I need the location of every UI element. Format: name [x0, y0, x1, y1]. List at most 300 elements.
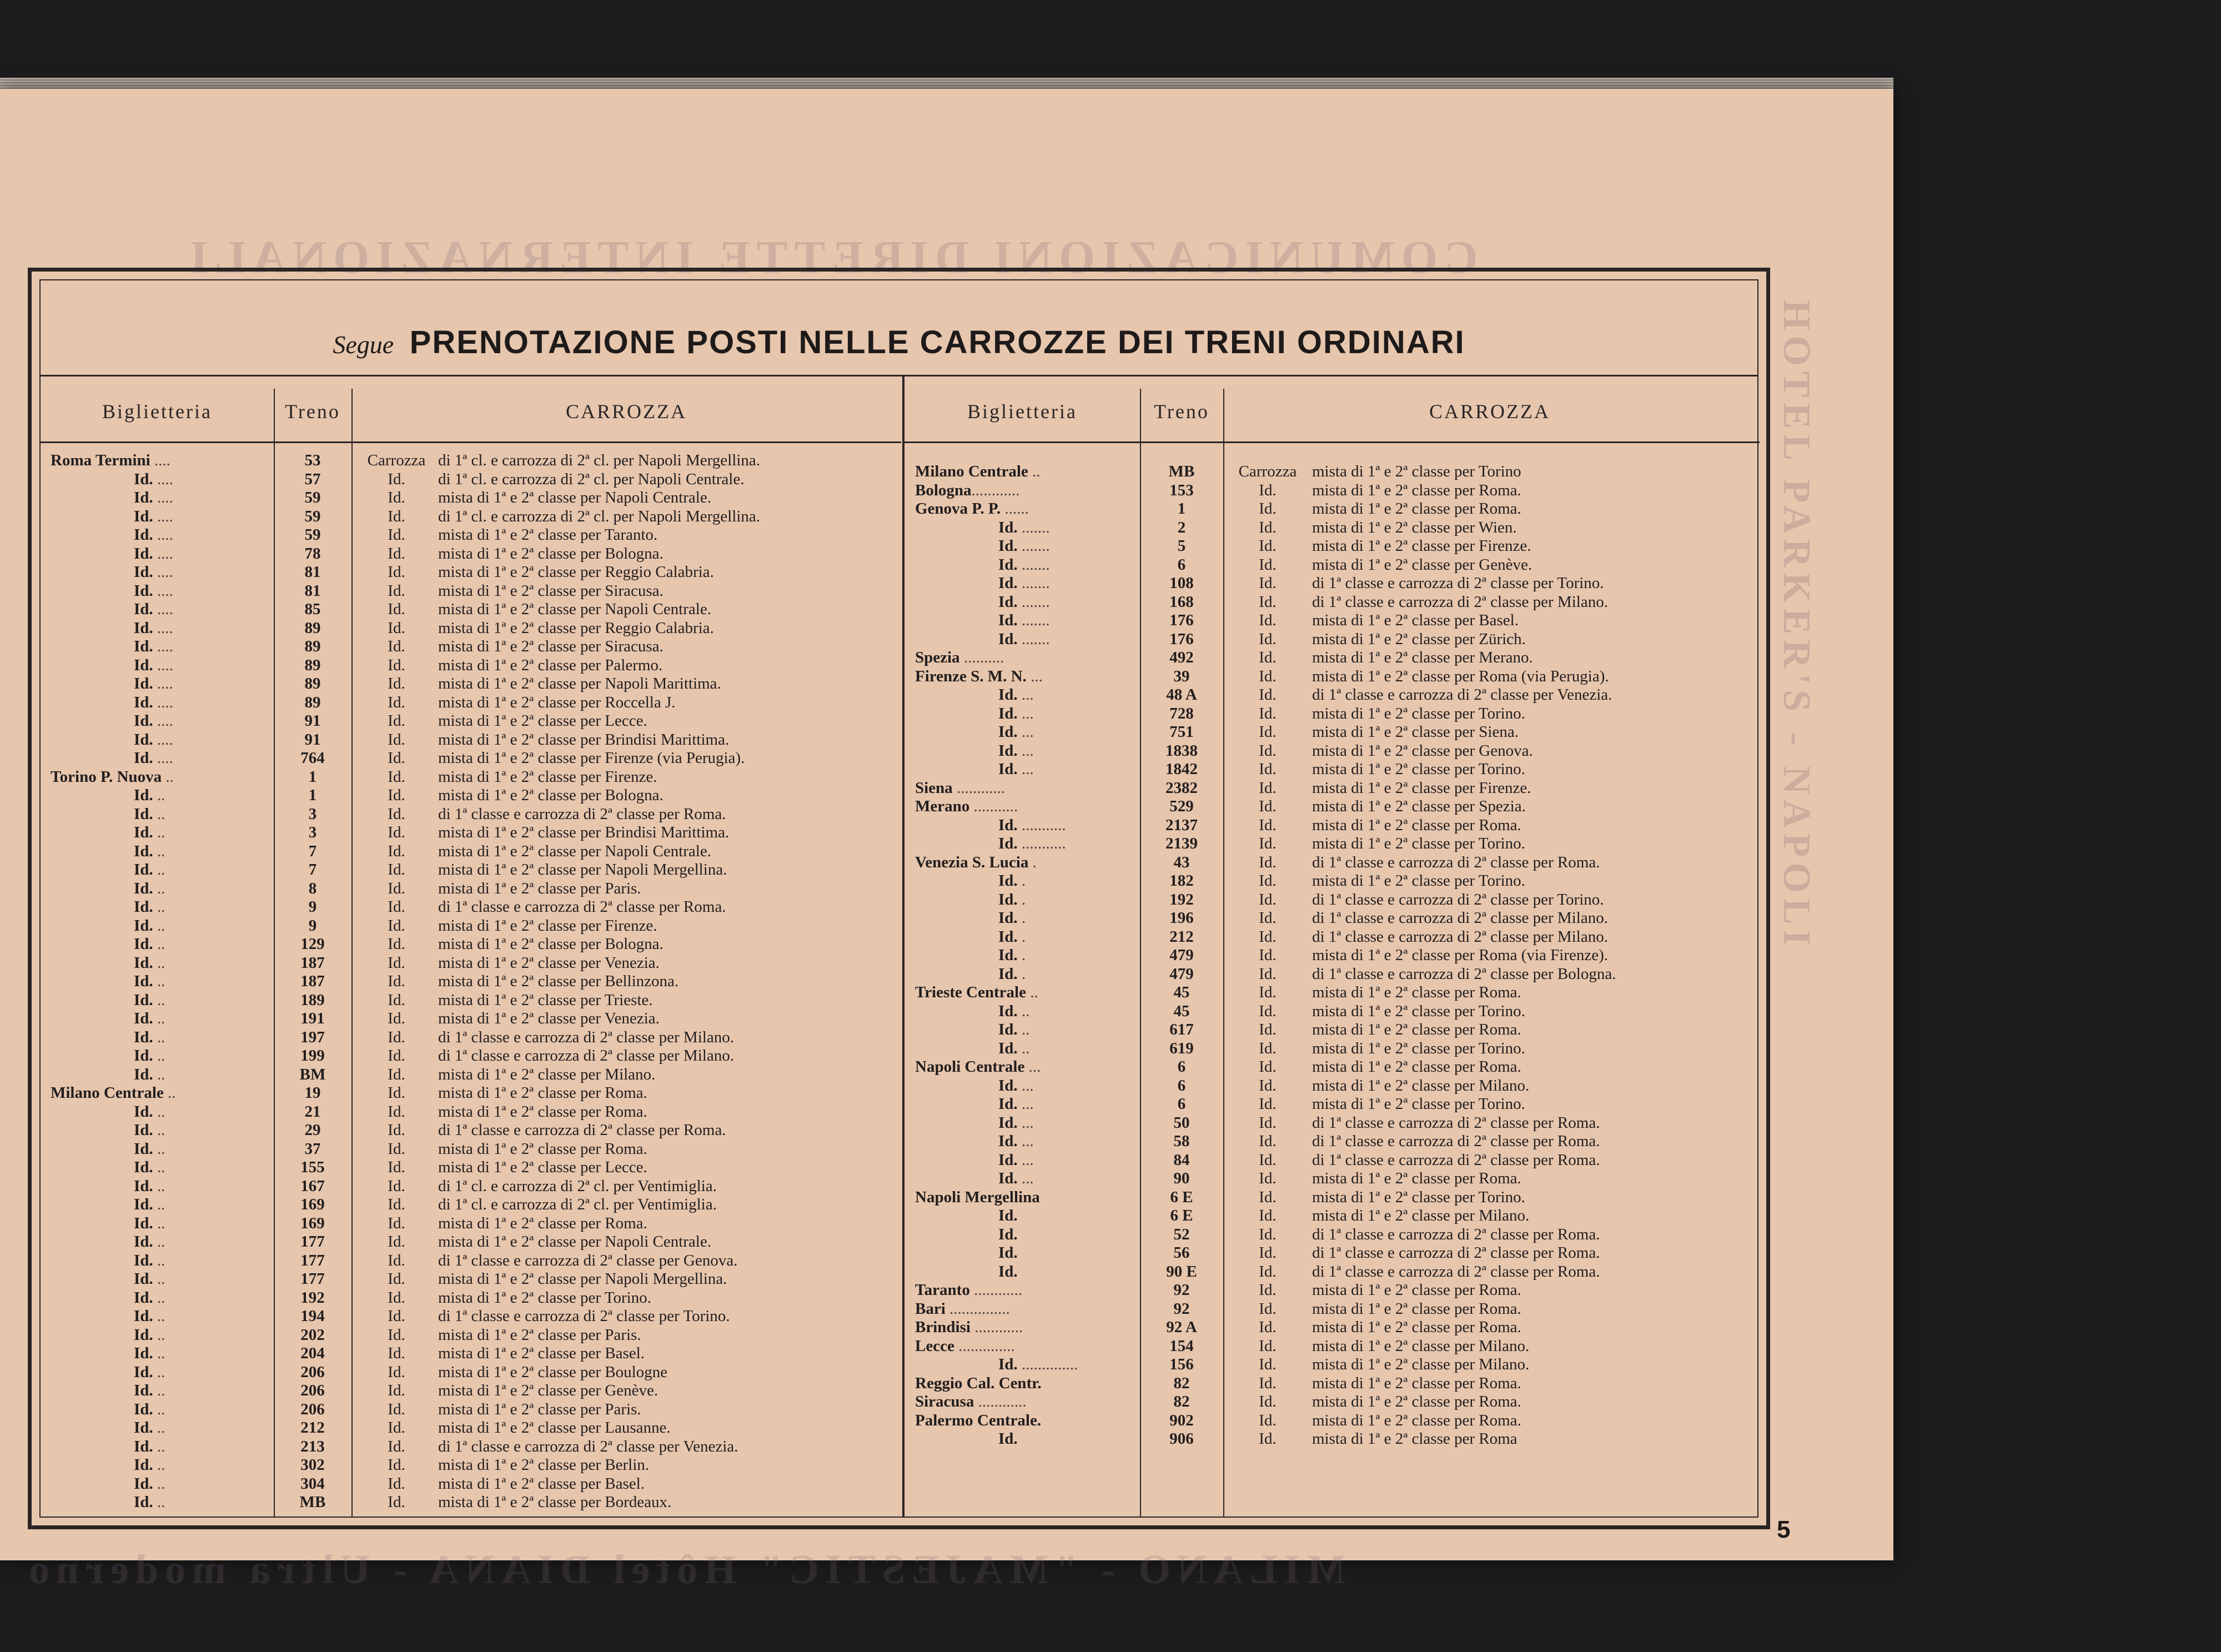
treno-cell: 37: [304, 1139, 321, 1158]
station-name: Id.: [998, 1113, 1018, 1132]
carrozza-description: mista di 1ª e 2ª classe per Milano.: [1312, 1337, 1530, 1355]
station-name: Id.: [134, 916, 153, 935]
carrozza-prefix: Id.: [1259, 1374, 1277, 1392]
station-name: Id.: [134, 1251, 153, 1269]
carrozza-prefix: Id.: [388, 1382, 405, 1399]
table-row: [51, 861, 900, 880]
table-row: [51, 1233, 900, 1252]
leader-dots: ............: [971, 481, 1020, 499]
leader-dots: ..: [153, 1437, 165, 1455]
carrozza-prefix: Id.: [1259, 1244, 1277, 1262]
treno-cell: 492: [1169, 649, 1194, 666]
carrozza-cell: [1223, 891, 1604, 910]
carrozza-prefix: Id.: [388, 749, 405, 767]
treno-cell: 48 A: [1166, 686, 1197, 704]
leader-dots: ..............: [954, 1337, 1015, 1355]
table-row: [915, 649, 1756, 667]
treno-cell: 59: [304, 507, 321, 525]
carrozza-cell: [355, 1270, 727, 1289]
carrozza-description: di 1ª cl. e carrozza di 2ª cl. per Ventimiglia.: [438, 1177, 717, 1195]
treno-cell: 212: [1169, 927, 1194, 946]
carrozza-prefix: Id.: [388, 1065, 405, 1083]
treno-cell: 617: [1169, 1021, 1194, 1038]
title-rule: [41, 375, 1757, 376]
biglietteria-cell: [134, 824, 165, 842]
carrozza-description: mista di 1ª e 2ª classe per Lausanne.: [438, 1419, 671, 1437]
header-carrozza-right: CARROZZA: [1429, 400, 1550, 423]
table-row: [915, 928, 1756, 947]
table-row: [51, 1438, 900, 1457]
leader-dots: ..: [153, 1139, 165, 1158]
carrozza-cell: [355, 917, 657, 936]
carrozza-description: mista di 1ª e 2ª classe per Torino.: [1312, 1095, 1525, 1113]
carrozza-prefix: Id.: [1259, 1132, 1277, 1150]
table-row: [51, 991, 900, 1010]
table-row: [51, 917, 900, 936]
table-row: [51, 805, 900, 824]
carrozza-prefix: Id.: [1259, 574, 1277, 592]
carrozza-description: mista di 1ª e 2ª classe per Roma.: [1312, 1021, 1521, 1038]
center-divider: [902, 375, 905, 1517]
treno-cell: 1: [308, 786, 317, 804]
treno-cell: 764: [300, 749, 325, 767]
carrozza-cell: [1223, 797, 1526, 816]
leader-dots: ..: [162, 767, 174, 786]
station-name: Roma Termini: [51, 451, 150, 469]
carrozza-prefix: Id.: [388, 712, 405, 730]
biglietteria-cell: [998, 1077, 1034, 1096]
leader-dots: ...: [1017, 1095, 1034, 1113]
leader-dots: ...: [1017, 741, 1034, 760]
carrozza-cell: [1223, 1263, 1600, 1282]
table-row: [51, 600, 900, 619]
biglietteria-cell: [915, 1318, 1023, 1337]
leader-dots: ..: [153, 786, 165, 804]
table-row: [51, 954, 900, 973]
table-row: [51, 619, 900, 638]
table-row: [51, 451, 900, 470]
carrozza-cell: [1223, 500, 1521, 519]
leader-dots: ..: [153, 1251, 165, 1269]
leader-dots: ..: [153, 1047, 165, 1064]
carrozza-description: mista di 1ª e 2ª classe per Bellinzona.: [438, 972, 679, 990]
station-name: Id.: [998, 1002, 1018, 1020]
carrozza-prefix: Id.: [1259, 1039, 1277, 1057]
table-row: [51, 1121, 900, 1140]
carrozza-cell: [355, 545, 664, 564]
treno-cell: 189: [300, 991, 325, 1009]
treno-cell: 906: [1169, 1430, 1194, 1448]
carrozza-cell: [355, 563, 714, 582]
biglietteria-cell: [134, 600, 173, 619]
biglietteria-cell: [134, 954, 165, 973]
station-name: Id.: [998, 927, 1018, 946]
carrozza-description: mista di 1ª e 2ª classe per Roma.: [438, 1214, 647, 1232]
leader-dots: ..: [1028, 463, 1041, 480]
treno-cell: 92 A: [1166, 1318, 1197, 1336]
treno-cell: 479: [1169, 946, 1194, 964]
carrozza-cell: [355, 972, 679, 991]
carrozza-description: di 1ª classe e carrozza di 2ª classe per Roma.: [1312, 1225, 1600, 1243]
station-name: Id.: [134, 1270, 153, 1288]
carrozza-prefix: Id.: [1259, 816, 1277, 834]
station-name: Trieste Centrale: [915, 983, 1026, 1001]
carrozza-description: di 1ª classe e carrozza di 2ª classe per Roma.: [438, 1121, 726, 1139]
station-name: Id.: [998, 760, 1018, 778]
biglietteria-cell: [51, 1084, 176, 1103]
table-row: [915, 742, 1756, 761]
table-row: [915, 1226, 1756, 1244]
biglietteria-cell: [134, 1066, 165, 1084]
leader-dots: ..: [153, 991, 165, 1009]
carrozza-cell: [355, 451, 760, 470]
carrozza-cell: [1223, 1374, 1521, 1393]
table-row: [51, 731, 900, 750]
carrozza-cell: [1223, 574, 1604, 593]
station-name: Genova P. P.: [915, 500, 1001, 518]
treno-cell: 91: [304, 730, 321, 749]
carrozza-prefix: Id.: [388, 972, 405, 990]
station-name: Siracusa: [915, 1393, 974, 1410]
station-name: Id.: [134, 1065, 153, 1083]
table-row: [51, 675, 900, 694]
leader-dots: ...: [1017, 1113, 1034, 1132]
station-name: Milano Centrale: [51, 1084, 164, 1102]
carrozza-cell: [1223, 1207, 1529, 1226]
biglietteria-cell: [915, 779, 1005, 798]
carrozza-description: mista di 1ª e 2ª classe per Torino: [1312, 463, 1521, 480]
treno-cell: 1838: [1165, 741, 1198, 760]
table-row: [915, 1188, 1756, 1207]
table-row: [51, 1475, 900, 1494]
carrozza-prefix: Id.: [388, 1047, 405, 1064]
carrozza-prefix: Id.: [1259, 704, 1277, 722]
carrozza-cell: [1223, 816, 1521, 835]
carrozza-description: di 1ª cl. e carrozza di 2ª cl. per Napoli Mergellina.: [438, 507, 760, 525]
biglietteria-cell: [134, 1177, 165, 1196]
treno-cell: 81: [304, 581, 321, 600]
treno-cell: 59: [304, 526, 321, 544]
carrozza-description: mista di 1ª e 2ª classe per Torino.: [1312, 872, 1525, 890]
treno-cell: 169: [300, 1196, 325, 1213]
carrozza-prefix: Id.: [1259, 797, 1277, 815]
carrozza-description: mista di 1ª e 2ª classe per Firenze.: [438, 916, 657, 935]
treno-cell: 9: [308, 916, 317, 935]
carrozza-description: mista di 1ª e 2ª classe per Napoli Centrale.: [438, 1233, 711, 1251]
station-name: Id.: [134, 1437, 153, 1455]
leader-dots: ..: [153, 1028, 165, 1046]
table-frame: [28, 268, 1770, 1529]
carrozza-prefix: Id.: [388, 1177, 405, 1195]
carrozza-cell: [1223, 519, 1517, 538]
station-name: Id.: [998, 1207, 1018, 1224]
treno-cell: 5: [1177, 537, 1186, 555]
carrozza-description: mista di 1ª e 2ª classe per Roma.: [438, 1084, 647, 1102]
table-row: [915, 891, 1756, 910]
carrozza-description: mista di 1ª e 2ª classe per Siracusa.: [438, 637, 664, 655]
station-name: Id.: [134, 637, 153, 655]
station-name: Lecce: [915, 1337, 954, 1355]
biglietteria-cell: [134, 508, 173, 526]
carrozza-description: mista di 1ª e 2ª classe per Roma.: [1312, 500, 1521, 518]
table-row: [51, 1252, 900, 1271]
leader-dots: ..: [1026, 983, 1038, 1001]
treno-cell: 176: [1169, 611, 1194, 629]
station-name: Id.: [134, 1177, 153, 1195]
carrozza-prefix: Id.: [1259, 853, 1277, 871]
table-row: [915, 1095, 1756, 1114]
biglietteria-cell: [915, 649, 1004, 667]
biglietteria-cell: [998, 909, 1026, 928]
carrozza-description: mista di 1ª e 2ª classe per Torino.: [1312, 704, 1525, 722]
carrozza-cell: [1223, 463, 1521, 481]
treno-cell: 1: [1177, 500, 1186, 518]
treno-cell: 81: [304, 563, 321, 581]
table-row: [51, 880, 900, 898]
carrozza-cell: [1223, 1021, 1521, 1040]
treno-cell: 153: [1169, 481, 1194, 499]
station-name: Id.: [134, 1233, 153, 1251]
carrozza-prefix: Id.: [388, 1121, 405, 1139]
carrozza-description: di 1ª classe e carrozza di 2ª classe per Venezia.: [438, 1437, 738, 1455]
carrozza-description: mista di 1ª e 2ª classe per Roma.: [438, 1102, 647, 1121]
treno-cell: 479: [1169, 965, 1194, 983]
carrozza-prefix: Id.: [388, 991, 405, 1009]
carrozza-prefix: Id.: [388, 507, 405, 525]
biglietteria-cell: [915, 667, 1043, 686]
leader-dots: ..: [153, 1456, 165, 1474]
carrozza-cell: [1223, 1393, 1521, 1412]
table-row: [51, 1158, 900, 1177]
carrozza-prefix: Id.: [1259, 1355, 1277, 1373]
biglietteria-cell: [998, 556, 1050, 575]
header-biglietteria-left: Biglietteria: [102, 400, 212, 423]
carrozza-cell: [355, 1419, 671, 1438]
leader-dots: ..: [153, 1288, 165, 1307]
carrozza-description: mista di 1ª e 2ª classe per Taranto.: [438, 526, 658, 544]
station-name: Id.: [134, 1121, 153, 1139]
biglietteria-cell: [915, 481, 1020, 500]
carrozza-description: mista di 1ª e 2ª classe per Milano.: [438, 1065, 656, 1083]
station-name: Id.: [998, 1132, 1018, 1150]
leader-dots: ...: [1017, 1132, 1034, 1150]
station-name: Torino P. Nuova: [51, 767, 162, 786]
carrozza-cell: [355, 1103, 647, 1122]
biglietteria-cell: [134, 619, 173, 638]
leader-dots: ..: [153, 935, 165, 953]
treno-cell: 156: [1169, 1355, 1194, 1373]
biglietteria-cell: [134, 1233, 165, 1252]
carrozza-cell: [355, 1382, 658, 1400]
biglietteria-cell: [998, 1263, 1018, 1282]
leader-dots: ..: [153, 1010, 165, 1027]
header-rule-left: [41, 441, 901, 443]
station-name: Bari: [915, 1299, 946, 1318]
leader-dots: ...: [1017, 723, 1034, 741]
biglietteria-cell: [134, 1047, 165, 1066]
table-row: [51, 786, 900, 805]
carrozza-description: mista di 1ª e 2ª classe per Torino.: [1312, 760, 1525, 778]
carrozza-prefix: Id.: [1259, 1188, 1277, 1206]
carrozza-cell: [355, 731, 729, 750]
carrozza-prefix: Id.: [388, 916, 405, 935]
biglietteria-cell: [998, 1002, 1029, 1021]
biglietteria-cell: [998, 1226, 1018, 1244]
leader-dots: ..: [153, 1382, 165, 1399]
carrozza-description: mista di 1ª e 2ª classe per Firenze (via Perugia).: [438, 749, 745, 767]
leader-dots: .......: [1017, 555, 1050, 574]
carrozza-cell: [355, 637, 664, 656]
table-row: [915, 946, 1756, 965]
treno-cell: 92: [1173, 1299, 1190, 1318]
treno-cell: BM: [299, 1065, 326, 1083]
leader-dots: ..............: [1017, 1355, 1078, 1373]
leader-dots: ..: [153, 1493, 165, 1511]
station-name: Id.: [998, 872, 1018, 890]
biglietteria-cell: [998, 1207, 1018, 1226]
table-row: [915, 1355, 1756, 1374]
carrozza-description: di 1ª classe e carrozza di 2ª classe per Roma.: [1312, 1151, 1600, 1169]
carrozza-prefix: Id.: [388, 767, 405, 786]
biglietteria-cell: [134, 749, 173, 768]
table-row: [915, 1058, 1756, 1077]
station-name: Napoli Centrale: [915, 1058, 1025, 1076]
biglietteria-cell: [134, 1252, 165, 1271]
carrozza-description: mista di 1ª e 2ª classe per Roma.: [1312, 1393, 1521, 1410]
carrozza-cell: [1223, 946, 1608, 965]
treno-cell: 7: [308, 861, 317, 878]
station-name: Id.: [134, 1196, 153, 1213]
carrozza-prefix: Id.: [388, 1456, 405, 1474]
table-row: [915, 779, 1756, 798]
carrozza-cell: [1223, 1355, 1529, 1374]
treno-cell: MB: [299, 1493, 326, 1511]
biglietteria-cell: [915, 1300, 1010, 1319]
leader-dots: ..: [153, 1419, 165, 1437]
carrozza-cell: [355, 1233, 711, 1252]
table-row: [51, 1493, 900, 1512]
carrozza-description: mista di 1ª e 2ª classe per Napoli Mergellina.: [438, 861, 727, 878]
biglietteria-cell: [915, 983, 1038, 1002]
carrozza-prefix: Id.: [388, 1251, 405, 1269]
carrozza-cell: [1223, 1040, 1525, 1058]
treno-cell: 529: [1169, 797, 1194, 815]
leader-dots: ....: [153, 693, 173, 711]
treno-cell: 169: [300, 1214, 325, 1232]
carrozza-prefix: Id.: [1259, 667, 1277, 685]
biglietteria-cell: [915, 463, 1041, 481]
carrozza-description: di 1ª classe e carrozza di 2ª classe per Torino.: [1312, 890, 1604, 908]
biglietteria-cell: [51, 451, 170, 470]
station-name: Id.: [134, 1363, 153, 1381]
biglietteria-cell: [998, 928, 1026, 947]
carrozza-description: mista di 1ª e 2ª classe per Torino.: [438, 1288, 651, 1307]
treno-cell: 2382: [1165, 779, 1198, 797]
treno-cell: 199: [300, 1047, 325, 1064]
treno-cell: MB: [1168, 463, 1195, 480]
table-row: [51, 489, 900, 508]
biglietteria-cell: [134, 935, 165, 954]
table-row: [51, 1066, 900, 1084]
table-row: [915, 1244, 1756, 1263]
leader-dots: ..: [153, 879, 165, 897]
table-row: [51, 656, 900, 675]
station-name: Id.: [134, 861, 153, 878]
carrozza-description: di 1ª cl. e carrozza di 2ª cl. per Ventimiglia.: [438, 1196, 717, 1213]
carrozza-cell: [1223, 630, 1526, 649]
carrozza-description: mista di 1ª e 2ª classe per Milano.: [1312, 1355, 1530, 1373]
station-name: Id.: [134, 1307, 153, 1325]
station-name: Id.: [998, 592, 1018, 611]
treno-cell: 82: [1173, 1393, 1190, 1410]
carrozza-cell: [1223, 1151, 1600, 1170]
carrozza-description: di 1ª classe e carrozza di 2ª classe per Genova.: [438, 1251, 738, 1269]
carrozza-description: mista di 1ª e 2ª classe per Paris.: [438, 879, 641, 897]
leader-dots: ....: [153, 526, 173, 544]
leader-dots: ..: [153, 1325, 165, 1344]
biglietteria-cell: [915, 1281, 1022, 1300]
carrozza-prefix: Id.: [1259, 649, 1277, 666]
treno-cell: 82: [1173, 1374, 1190, 1392]
carrozza-cell: [1223, 481, 1521, 500]
carrozza-prefix: Id.: [388, 1400, 405, 1418]
table-row: [51, 1103, 900, 1122]
carrozza-description: mista di 1ª e 2ª classe per Napoli Marittima.: [438, 675, 721, 692]
treno-cell: 154: [1169, 1337, 1194, 1355]
station-name: Id.: [134, 1158, 153, 1176]
carrozza-cell: [355, 1214, 647, 1233]
carrozza-description: mista di 1ª e 2ª classe per Milano.: [1312, 1207, 1530, 1224]
carrozza-prefix: Id.: [388, 1325, 405, 1344]
carrozza-description: mista di 1ª e 2ª classe per Wien.: [1312, 518, 1517, 536]
carrozza-prefix: Id.: [1259, 890, 1277, 908]
carrozza-description: mista di 1ª e 2ª classe per Bologna.: [438, 786, 664, 804]
table-row: [915, 1300, 1756, 1319]
biglietteria-cell: [998, 1430, 1018, 1449]
carrozza-cell: [1223, 1281, 1521, 1300]
carrozza-prefix: Id.: [1259, 1113, 1277, 1132]
station-name: Id.: [998, 1355, 1018, 1373]
treno-cell: 6: [1177, 555, 1186, 574]
carrozza-description: di 1ª classe e carrozza di 2ª classe per Roma.: [1312, 1113, 1600, 1132]
treno-cell: 206: [300, 1363, 325, 1381]
carrozza-cell: [355, 1084, 647, 1103]
leader-dots: ..: [153, 805, 165, 823]
leader-dots: ..: [153, 1177, 165, 1195]
carrozza-description: mista di 1ª e 2ª classe per Basel.: [438, 1474, 645, 1493]
carrozza-prefix: Id.: [1259, 686, 1277, 704]
carrozza-cell: [355, 619, 714, 638]
carrozza-prefix: Id.: [388, 526, 405, 544]
carrozza-cell: [355, 526, 657, 545]
station-name: Id.: [998, 1225, 1018, 1243]
biglietteria-cell: [134, 545, 173, 564]
leader-dots: ..: [153, 1474, 165, 1493]
carrozza-prefix: Id.: [1259, 1337, 1277, 1355]
carrozza-prefix: Id.: [388, 1363, 405, 1381]
treno-cell: 168: [1169, 592, 1194, 611]
carrozza-prefix: Id.: [1259, 927, 1277, 946]
carrozza-prefix: Id.: [1259, 592, 1277, 611]
leader-dots: ....: [153, 675, 173, 692]
header-carrozza-left: CARROZZA: [565, 400, 687, 423]
carrozza-prefix: Id.: [388, 824, 405, 841]
table-row: [915, 1002, 1756, 1021]
carrozza-cell: [1223, 1300, 1521, 1319]
table-row: [51, 1084, 900, 1103]
show-through-side: HOTEL PARKER'S - NAPOLI: [1775, 300, 1818, 951]
carrozza-cell: [1223, 1318, 1521, 1337]
